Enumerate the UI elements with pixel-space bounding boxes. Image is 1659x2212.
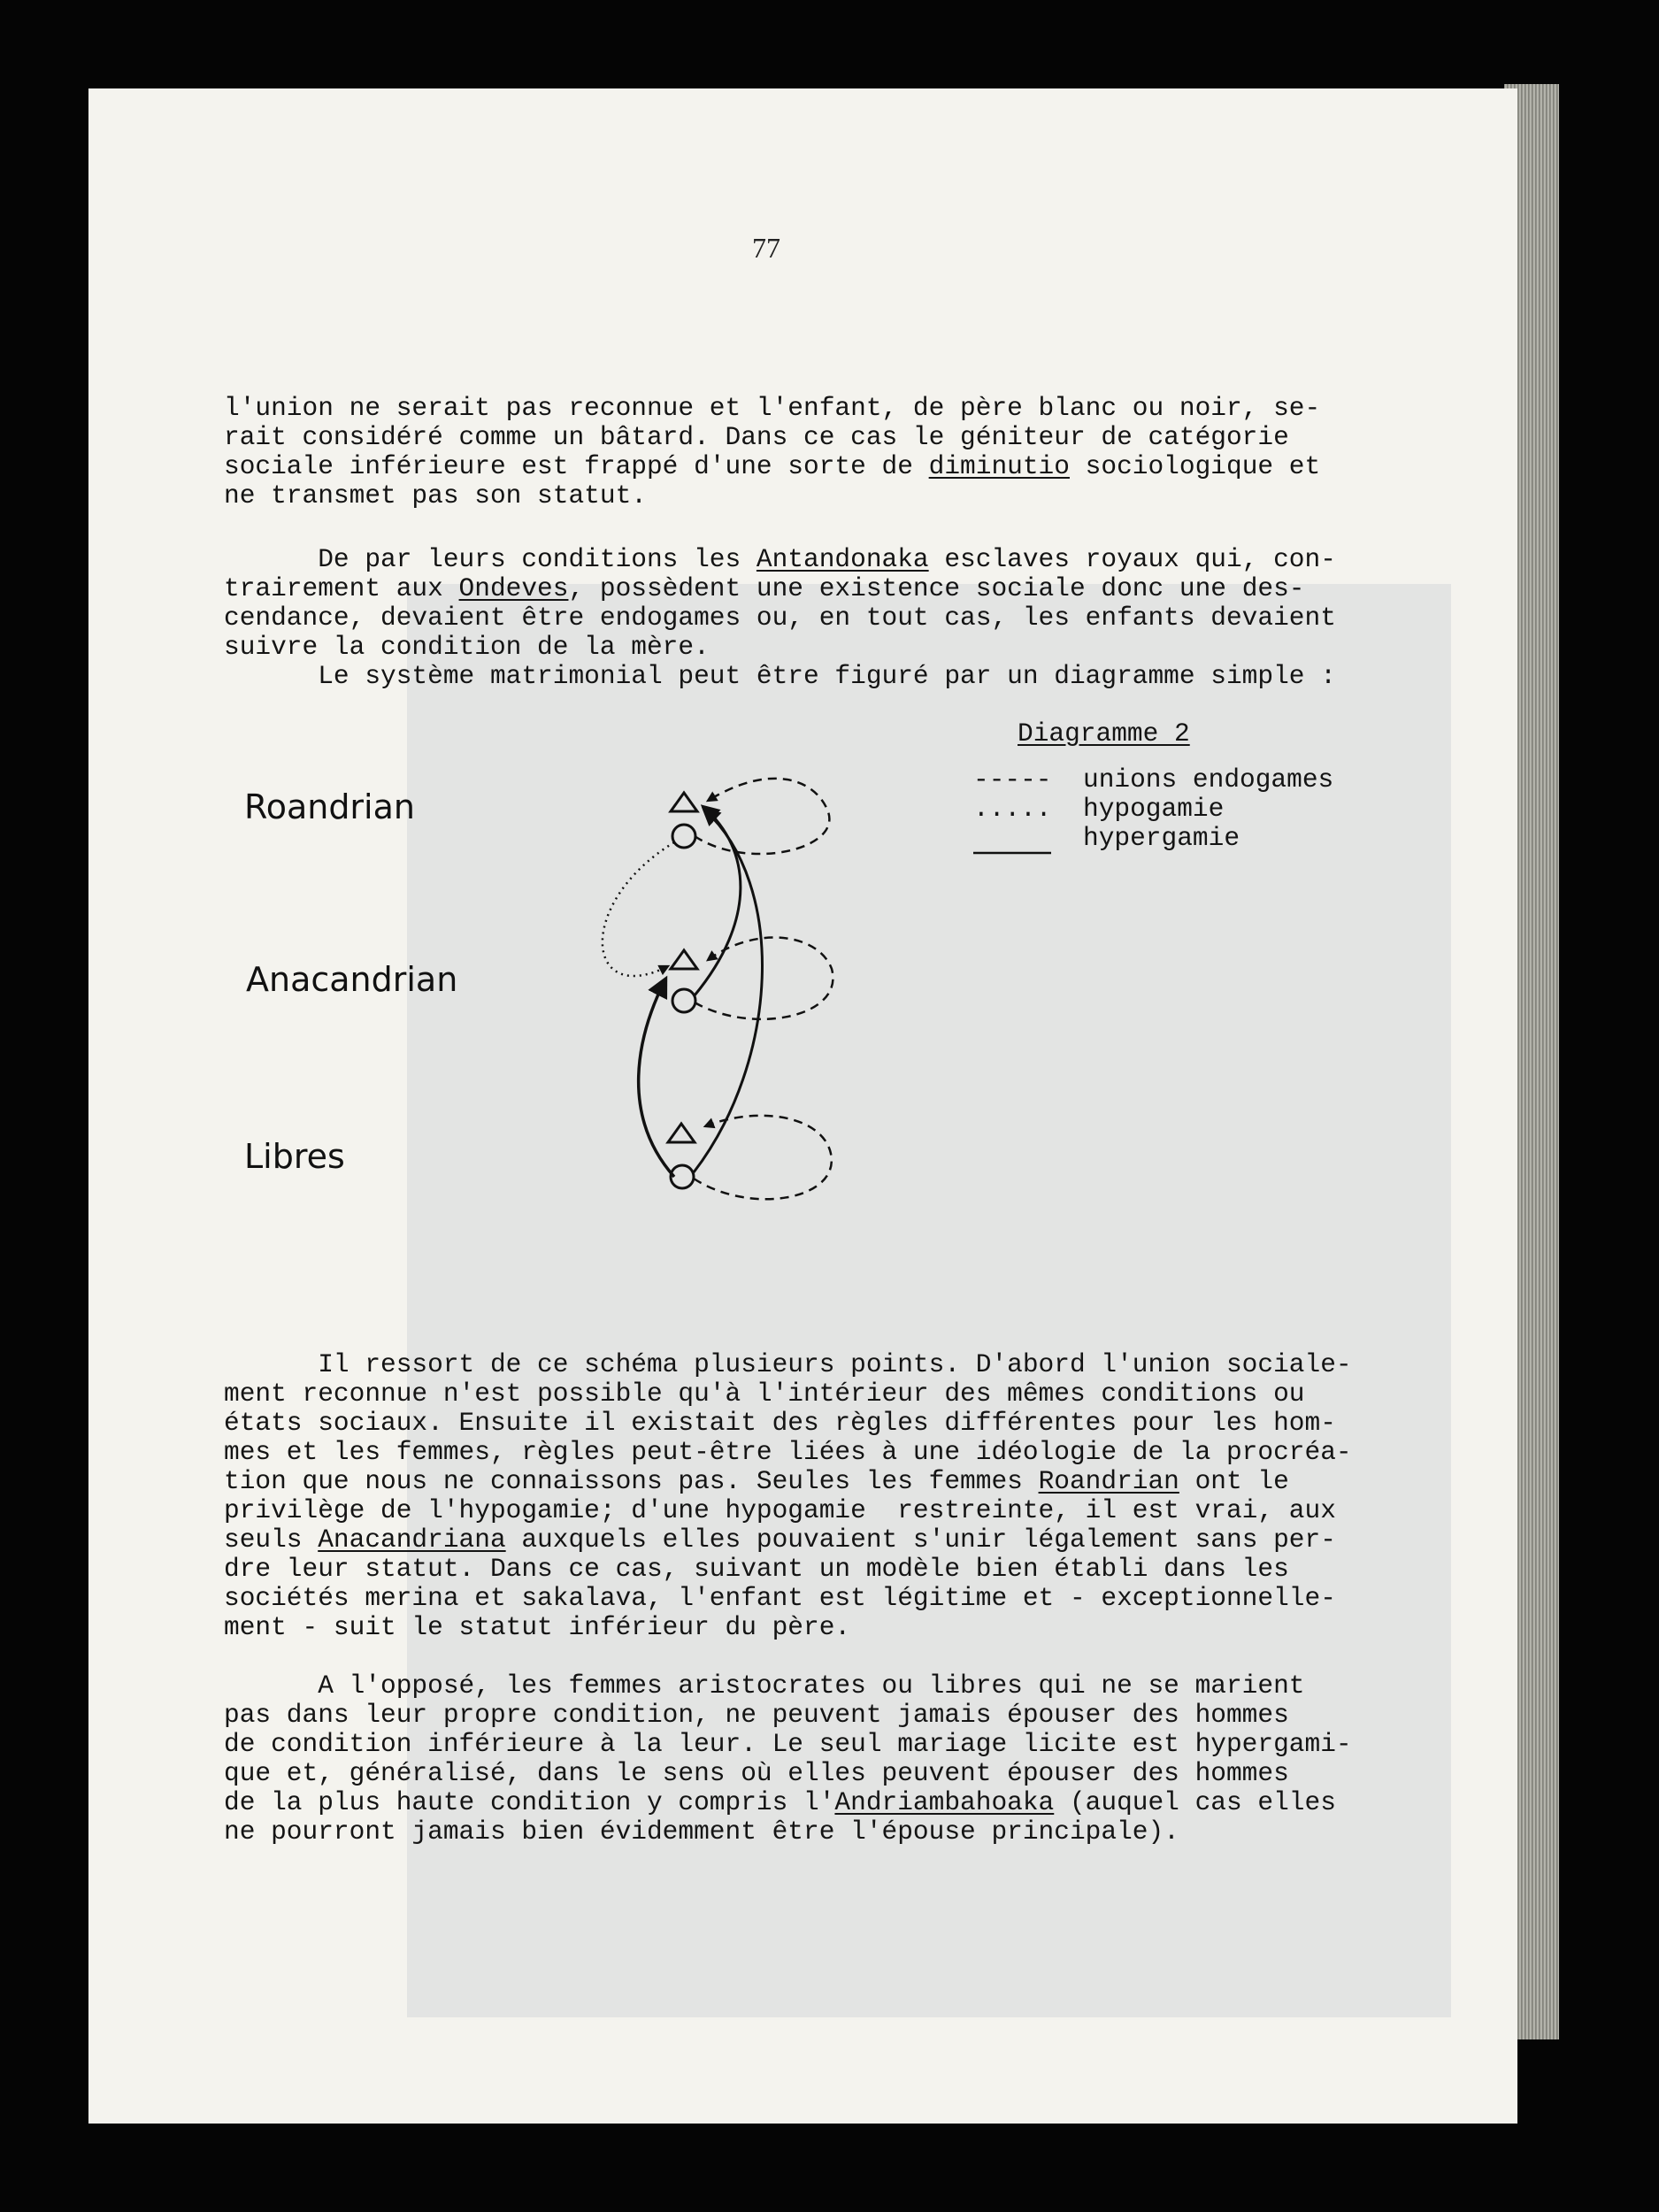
text-line: pas dans leur propre condition, ne peuvent jamais épouser des hommes [224,1700,1289,1730]
text-line: sociale inférieure est frappé d'une sorte de [224,451,929,481]
legend-label-hypergamy: hypergamie [1083,823,1240,853]
emphasis-term: diminutio [928,451,1070,481]
male-triangle-anacandrian [671,950,697,969]
text-line: cendance, devaient être endogames ou, en tout cas, les enfants devaient [224,603,1336,633]
endogamy-loop-anacandrian [695,938,833,1019]
text-line: dre leur statut. Dans ce cas, suivant un modèle bien établi dans les [224,1554,1289,1584]
diagram-title: Diagramme 2 [1018,718,1190,749]
text-line: (auquel cas elles [1054,1787,1336,1817]
hypogamy-curve [603,842,674,976]
hypergamy-curve-libres-to-roandrian [694,810,762,1172]
text-line: privilège de l'hypogamie; d'une hypogamie restreinte, il est vrai, aux [224,1495,1336,1525]
text-line: l'union ne serait pas reconnue et l'enfant, de père blanc ou noir, se- [224,393,1321,423]
legend-symbol-hypogamy: ..... [973,794,1052,824]
text-line: , possèdent une existence sociale donc une des- [568,573,1305,603]
text-line: que et, généralisé, dans le sens où elles peuvent épouser des hommes [224,1758,1289,1788]
paragraph-3: Le système matrimonial peut être figuré par un diagramme simple : [224,661,1336,691]
text-line: A l'opposé, les femmes aristocrates ou libres qui ne se marient [224,1671,1305,1701]
female-circle-roandrian [672,825,695,848]
text-line: de condition inférieure à la leur. Le seul mariage licite est hypergami- [224,1729,1352,1759]
text-line: ment reconnue n'est possible qu'à l'intérieur des mêmes conditions ou [224,1379,1305,1409]
text-line: mes et les femmes, règles peut-être liées à une idéologie de la procréa- [224,1437,1352,1467]
legend-symbol-endogamy: ----- [973,764,1052,795]
male-triangle-libres [668,1124,695,1142]
level-label-libres: Libres [244,1137,345,1176]
legend-label-hypogamy: hypogamie [1083,794,1225,824]
text-line: auxquels elles pouvaient s'unir légalement sans per- [505,1525,1336,1555]
text-line: ment - suit le statut inférieur du père. [224,1612,851,1642]
emphasis-term: Roandrian [1038,1466,1179,1496]
legend-label-endogamy: unions endogames [1083,764,1334,795]
emphasis-term: Ondeves [458,573,569,603]
text-line: esclaves royaux qui, con- [928,544,1336,574]
emphasis-term: Anacandriana [318,1525,506,1555]
text-line: états sociaux. Ensuite il existait des règles différentes pour les hom- [224,1408,1336,1438]
text-line: ne pourront jamais bien évidemment être l'épouse principale). [224,1816,1179,1847]
text-line: rait considéré comme un bâtard. Dans ce cas le géniteur de catégorie [224,422,1289,452]
text-line: seuls [224,1525,319,1555]
text-line: suivre la condition de la mère. [224,632,710,662]
female-circle-anacandrian [672,989,695,1012]
paragraph-5 [224,1642,1352,1847]
paragraph-4 [224,1321,1352,1642]
hypergamy-curve-libres-to-anacandrian [639,979,674,1177]
text-line: tion que nous ne connaissons pas. Seules les femmes [224,1466,1039,1496]
endogamy-loop-roandrian [695,779,829,854]
emphasis-term: Antandonaka [756,544,929,574]
text-line: ne transmet pas son statut. [224,480,647,511]
hypergamy-curve-anacandrian-to-roandrian [695,807,741,995]
text-line: De par leurs conditions les [224,544,757,574]
text-line: ont le [1179,1466,1289,1496]
text-line: sociologique et [1069,451,1321,481]
text-line: sociétés merina et sakalava, l'enfant est légitime et - exceptionnelle- [224,1583,1336,1613]
level-label-anacandrian: Anacandrian [246,960,458,999]
male-triangle-roandrian [671,793,697,811]
text-line: trairement aux [224,573,459,603]
page-number: 77 [752,232,780,264]
text-line: Il ressort de ce schéma plusieurs points. D'abord l'union sociale- [224,1349,1352,1379]
text-line: de la plus haute condition y compris l' [224,1787,835,1817]
endogamy-loop-libres [694,1116,832,1199]
emphasis-term: Andriambahoaka [834,1787,1055,1817]
level-label-roandrian: Roandrian [244,787,415,826]
